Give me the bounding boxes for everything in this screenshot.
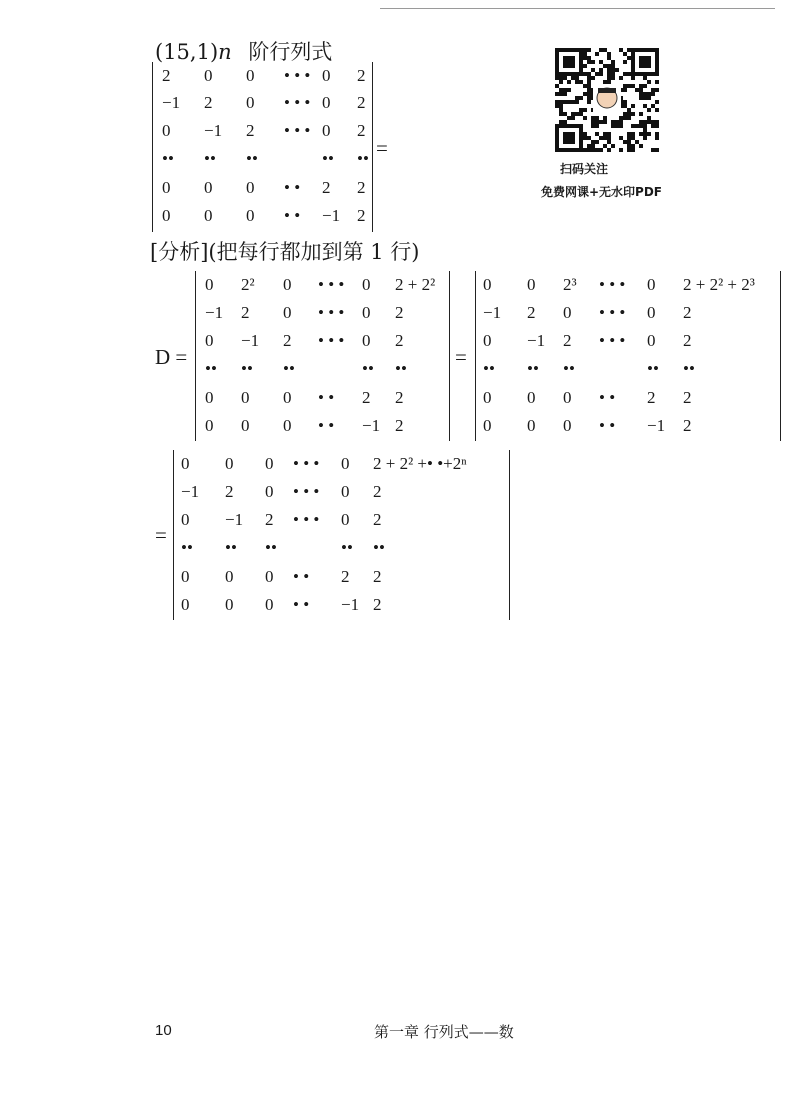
- matrix-cell: • •: [599, 416, 616, 435]
- matrix-cell: 2: [683, 388, 692, 407]
- chapter-title: 第一章 行列式——数: [374, 1023, 514, 1041]
- matrix-cell: • •: [293, 567, 310, 586]
- matrix-cell: 2: [204, 93, 213, 112]
- matrix-cell: 0: [162, 178, 171, 197]
- matrix-cell: 0: [205, 416, 214, 435]
- matrix-cell: −1: [204, 121, 223, 140]
- matrix-cell: 0: [283, 388, 292, 407]
- matrix-cell: 0: [204, 178, 213, 197]
- matrix-cell: • •: [293, 595, 310, 614]
- matrix-cell: 2: [246, 121, 255, 140]
- matrix-cell: 0: [341, 482, 350, 501]
- matrix-cell: • •: [318, 388, 335, 407]
- matrix-cell: 2: [373, 510, 382, 529]
- matrix-cell: 2: [373, 595, 382, 614]
- matrix-cell: 2: [357, 178, 366, 197]
- matrix-cell: 2: [357, 121, 366, 140]
- equals-sign-1: =: [376, 136, 388, 160]
- matrix-cell: ••: [563, 359, 575, 378]
- matrix-cell: 0: [527, 388, 536, 407]
- matrix-cell: 0: [527, 275, 536, 294]
- matrix-cell: 0: [265, 482, 274, 501]
- matrix-cell: 0: [241, 388, 250, 407]
- matrix-cell: • • •: [318, 303, 345, 322]
- problem-variable: n: [218, 40, 232, 64]
- equals-sign-3: =: [155, 523, 167, 547]
- matrix-cell: ••: [225, 538, 237, 557]
- matrix-cell: 2: [362, 388, 371, 407]
- matrix-cell: ••: [162, 149, 174, 168]
- matrix-cell: 0: [246, 206, 255, 225]
- matrix-cell: 2²: [241, 275, 255, 294]
- matrix-cell: 2: [322, 178, 331, 197]
- matrix-cell: 2: [527, 303, 536, 322]
- matrix-cell: • • •: [599, 331, 626, 350]
- matrix-cell: 0: [246, 66, 255, 85]
- matrix-cell: 0: [322, 121, 331, 140]
- matrix-cell: • • •: [284, 93, 311, 112]
- matrix-cell: 0: [362, 331, 371, 350]
- matrix-cell: −1: [322, 206, 341, 225]
- matrix-cell: −1: [647, 416, 666, 435]
- matrix-cell: • • •: [599, 303, 626, 322]
- matrix-cell: ••: [373, 538, 385, 557]
- qr-code: [555, 48, 659, 152]
- qr-subcaption: 免费网课+无水印PDF: [541, 185, 663, 199]
- matrix-cell: 2: [395, 331, 404, 350]
- matrix-cell: 2: [683, 416, 692, 435]
- matrix-cell: ••: [204, 149, 216, 168]
- matrix-cell: −1: [225, 510, 244, 529]
- matrix-cell: 0: [283, 416, 292, 435]
- analysis-line: [150, 236, 420, 266]
- matrix-cell: • • •: [284, 66, 311, 85]
- matrix-cell: 2: [395, 388, 404, 407]
- matrix-cell: 0: [341, 454, 350, 473]
- matrix-cell: ••: [483, 359, 495, 378]
- matrix-cell: 0: [563, 303, 572, 322]
- matrix-cell: 2 + 2² + 2³: [683, 275, 755, 294]
- matrix-cell: 0: [341, 510, 350, 529]
- matrix-cell: • • •: [284, 121, 311, 140]
- matrix-cell: 0: [322, 93, 331, 112]
- matrix-cell: −1: [162, 93, 181, 112]
- matrix-cell: 2: [357, 93, 366, 112]
- matrix-cell: 0: [205, 331, 214, 350]
- determinant-step-1: [195, 271, 450, 441]
- matrix-cell: ••: [181, 538, 193, 557]
- matrix-cell: 0: [265, 454, 274, 473]
- matrix-cell: ••: [322, 149, 334, 168]
- matrix-cell: ••: [647, 359, 659, 378]
- problem-index: (15,1): [155, 40, 219, 64]
- matrix-cell: 2: [265, 510, 274, 529]
- matrix-cell: 0: [265, 567, 274, 586]
- determinant-final: [173, 450, 510, 620]
- header-rule: [380, 8, 775, 9]
- matrix-cell: −1: [181, 482, 200, 501]
- matrix-cell: 0: [483, 388, 492, 407]
- matrix-cell: • •: [284, 206, 301, 225]
- matrix-cell: 2: [683, 303, 692, 322]
- matrix-cell: • • •: [599, 275, 626, 294]
- matrix-cell: 0: [246, 178, 255, 197]
- matrix-cell: 2: [395, 416, 404, 435]
- matrix-cell: 2: [373, 482, 382, 501]
- matrix-cell: −1: [527, 331, 546, 350]
- matrix-cell: −1: [205, 303, 224, 322]
- matrix-cell: 2 + 2²: [395, 275, 436, 294]
- matrix-cell: 0: [647, 303, 656, 322]
- matrix-cell: 0: [225, 595, 234, 614]
- matrix-cell: 2³: [563, 275, 577, 294]
- matrix-cell: 2: [162, 66, 171, 85]
- matrix-cell: 2: [225, 482, 234, 501]
- matrix-cell: 0: [362, 275, 371, 294]
- matrix-cell: 0: [283, 275, 292, 294]
- matrix-cell: ••: [283, 359, 295, 378]
- d-label: D =: [155, 345, 188, 369]
- matrix-cell: 0: [162, 206, 171, 225]
- matrix-cell: 0: [283, 303, 292, 322]
- matrix-cell: ••: [246, 149, 258, 168]
- matrix-cell: 0: [204, 66, 213, 85]
- matrix-cell: 0: [483, 331, 492, 350]
- matrix-cell: 2: [357, 66, 366, 85]
- qr-caption: 扫码关注: [560, 162, 609, 176]
- matrix-cell: 2: [683, 331, 692, 350]
- matrix-cell: 0: [563, 388, 572, 407]
- matrix-cell: 2: [563, 331, 572, 350]
- analysis-tag: [分析]: [150, 240, 209, 264]
- matrix-cell: 0: [362, 303, 371, 322]
- problem-text: 阶行列式: [248, 40, 333, 64]
- matrix-cell: −1: [341, 595, 360, 614]
- page-number: 10: [155, 1022, 172, 1039]
- matrix-cell: ••: [362, 359, 374, 378]
- matrix-cell: ••: [395, 359, 407, 378]
- matrix-cell: 0: [527, 416, 536, 435]
- matrix-cell: 0: [181, 454, 190, 473]
- matrix-cell: 0: [246, 93, 255, 112]
- matrix-cell: • • •: [293, 482, 320, 501]
- matrix-cell: 0: [162, 121, 171, 140]
- matrix-cell: 0: [647, 275, 656, 294]
- matrix-cell: 0: [483, 416, 492, 435]
- matrix-cell: 0: [205, 275, 214, 294]
- matrix-cell: 0: [204, 206, 213, 225]
- matrix-cell: ••: [205, 359, 217, 378]
- matrix-cell: • • •: [293, 454, 320, 473]
- matrix-cell: −1: [241, 331, 260, 350]
- matrix-cell: 0: [181, 510, 190, 529]
- matrix-cell: 0: [205, 388, 214, 407]
- matrix-cell: 2: [373, 567, 382, 586]
- determinant-original: [152, 62, 373, 232]
- matrix-cell: ••: [357, 149, 369, 168]
- matrix-cell: 0: [181, 567, 190, 586]
- matrix-cell: • •: [284, 178, 301, 197]
- matrix-cell: 2 + 2² +• •+2ⁿ: [373, 454, 467, 473]
- matrix-cell: 2: [357, 206, 366, 225]
- matrix-cell: 0: [225, 567, 234, 586]
- determinant-step-2: [475, 271, 781, 441]
- matrix-cell: 0: [181, 595, 190, 614]
- matrix-cell: −1: [362, 416, 381, 435]
- matrix-cell: • •: [599, 388, 616, 407]
- matrix-cell: 2: [395, 303, 404, 322]
- matrix-cell: 2: [283, 331, 292, 350]
- matrix-cell: 0: [563, 416, 572, 435]
- matrix-cell: • • •: [293, 510, 320, 529]
- matrix-cell: 2: [647, 388, 656, 407]
- matrix-cell: ••: [241, 359, 253, 378]
- matrix-cell: 2: [241, 303, 250, 322]
- matrix-cell: 0: [483, 275, 492, 294]
- matrix-cell: 0: [225, 454, 234, 473]
- matrix-cell: • • •: [318, 275, 345, 294]
- matrix-cell: ••: [527, 359, 539, 378]
- matrix-cell: 2: [341, 567, 350, 586]
- analysis-text: (把每行都加到第 1 行): [208, 240, 420, 264]
- matrix-cell: 0: [241, 416, 250, 435]
- matrix-cell: ••: [341, 538, 353, 557]
- matrix-cell: 0: [265, 595, 274, 614]
- matrix-cell: 0: [322, 66, 331, 85]
- matrix-cell: • •: [318, 416, 335, 435]
- matrix-cell: ••: [683, 359, 695, 378]
- matrix-cell: 0: [647, 331, 656, 350]
- matrix-cell: • • •: [318, 331, 345, 350]
- matrix-cell: ••: [265, 538, 277, 557]
- equals-sign-2: =: [455, 345, 467, 369]
- matrix-cell: −1: [483, 303, 502, 322]
